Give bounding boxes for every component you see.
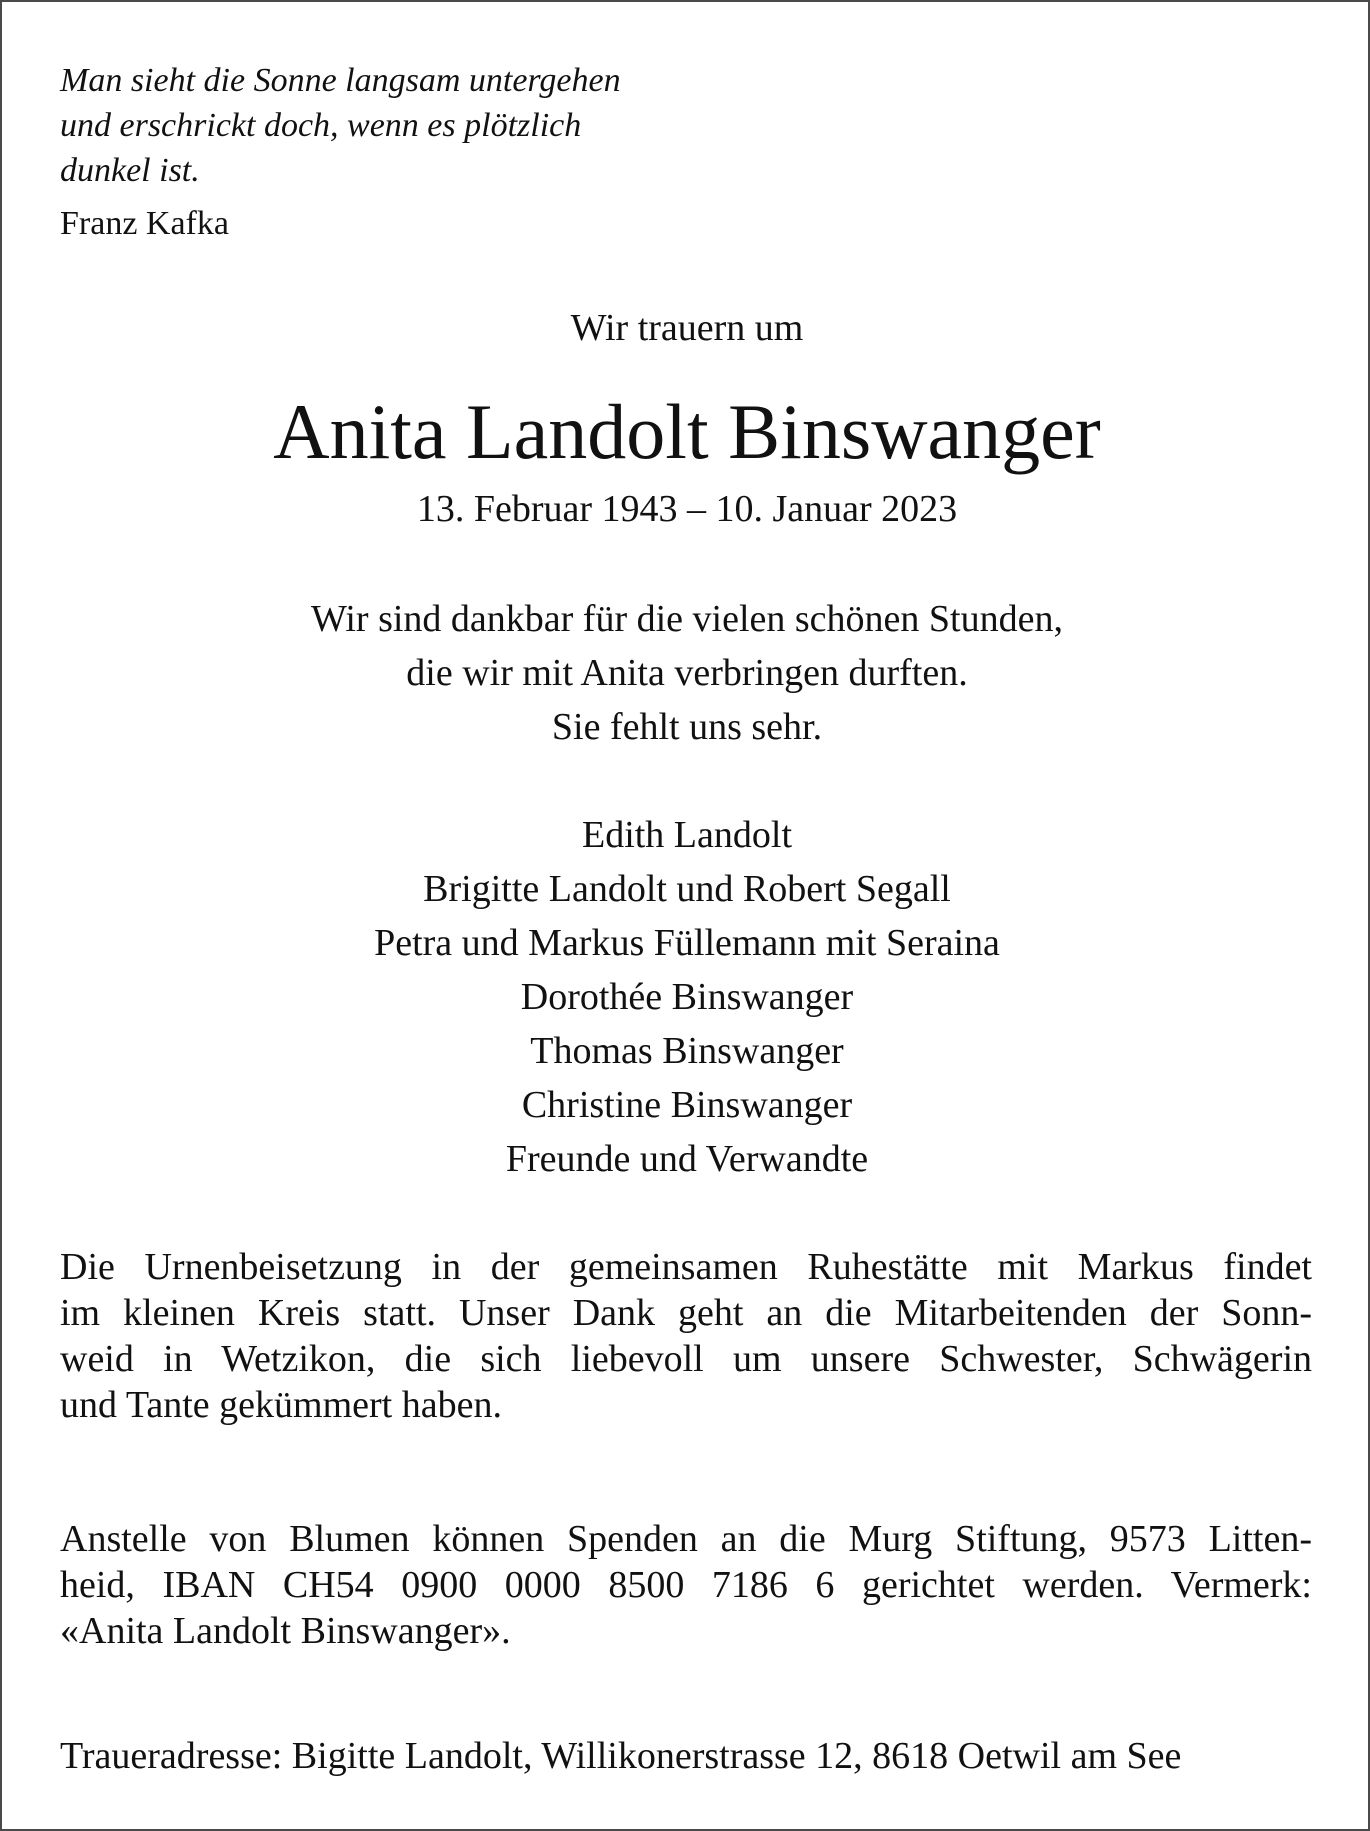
donation-notice-line: «Anita Landolt Binswanger». (60, 1610, 511, 1652)
quote-line: und erschrickt doch, wenn es plötzlich (60, 107, 582, 144)
burial-notice-line: im kleinen Kreis statt. Unser Dank geht an die Mitarbeitenden der Sonn- (60, 1292, 1312, 1334)
intro-text: Wir trauern um (570, 307, 804, 349)
quote-author: Franz Kafka (60, 205, 229, 242)
donation-notice (60, 1516, 1312, 1654)
thanks-line: Sie fehlt uns sehr. (551, 706, 823, 748)
mourner-name: Christine Binswanger (521, 1084, 853, 1126)
burial-notice-line: weid in Wetzikon, die sich liebevoll um unsere Schwester, Schwägerin (60, 1338, 1312, 1380)
life-dates: 13. Februar 1943 – 10. Januar 2023 (416, 488, 958, 530)
deceased-name: Anita Landolt Binswanger (273, 388, 1101, 475)
donation-notice-line: Anstelle von Blumen können Spenden an die Murg Stiftung, 9573 Litten- (60, 1518, 1312, 1560)
quote-line: Man sieht die Sonne langsam untergehen (60, 62, 621, 99)
donation-notice-line: heid, IBAN CH54 0900 0000 8500 7186 6 gerichtet werden. Vermerk: (60, 1564, 1312, 1606)
burial-notice-line: und Tante gekümmert haben. (60, 1384, 502, 1426)
mourner-name: Dorothée Binswanger (520, 976, 854, 1018)
burial-notice (60, 1244, 1312, 1428)
quote-line: dunkel ist. (60, 152, 200, 189)
thanks-line: die wir mit Anita verbringen durften. (406, 652, 968, 694)
thanks-line: Wir sind dankbar für die vielen schönen Stunden, (311, 598, 1063, 640)
burial-notice-line: Die Urnenbeisetzung in der gemeinsamen Ruhestätte mit Markus findet (60, 1246, 1312, 1288)
mourner-name: Freunde und Verwandte (505, 1138, 869, 1180)
mourners-list (2, 808, 1370, 1186)
epigraph-quote (60, 58, 760, 246)
mourner-name: Petra und Markus Füllemann mit Seraina (374, 922, 1000, 964)
thanks-message (2, 592, 1370, 754)
mourning-address: Traueradresse: Bigitte Landolt, Willikonerstrasse 12, 8618 Oetwil am See (60, 1735, 1182, 1777)
mourner-name: Brigitte Landolt und Robert Segall (423, 868, 951, 910)
mourner-name: Edith Landolt (581, 814, 793, 856)
mourner-name: Thomas Binswanger (530, 1030, 844, 1072)
